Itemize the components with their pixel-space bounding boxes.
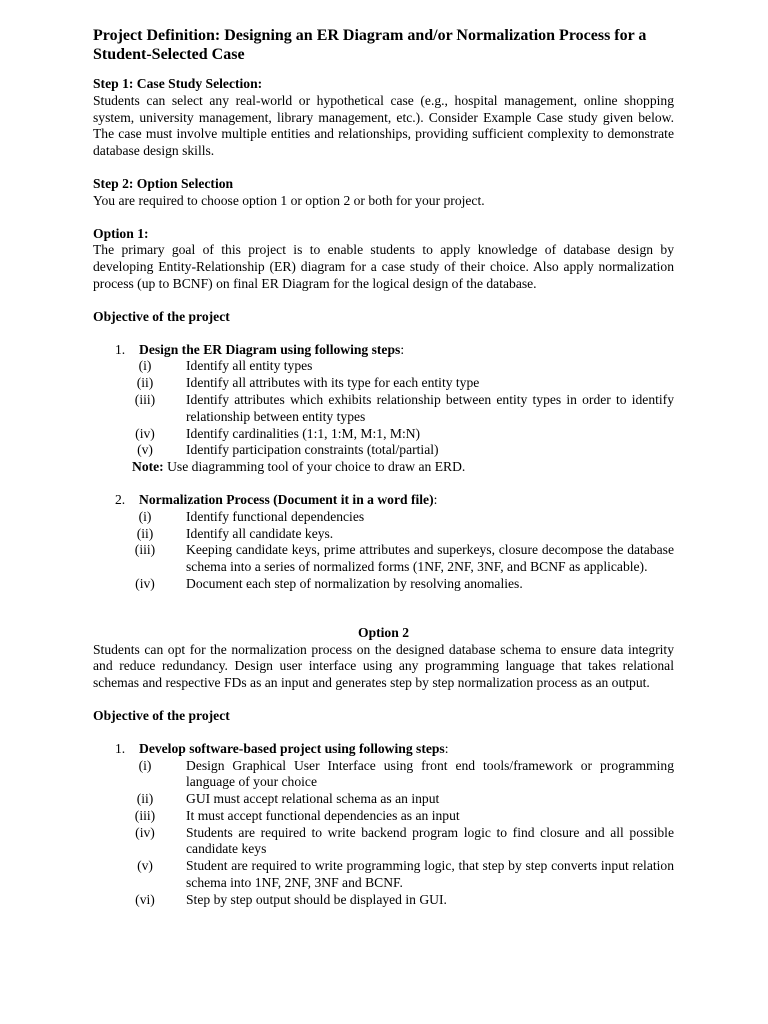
roman-numeral: (i): [138, 757, 152, 773]
roman-numeral: (iii): [134, 542, 156, 558]
sub-item: [93, 825, 674, 859]
sub-item: [93, 375, 674, 392]
roman-numeral: (iv): [135, 575, 155, 591]
sub-item-text: Step by step output should be displayed in GUI.: [186, 891, 447, 907]
list-item-suffix: :: [444, 740, 449, 756]
sub-item: [93, 892, 674, 909]
list-item-label: Normalization Process (Document it in a word file): [139, 491, 434, 507]
roman-numeral: (v): [137, 442, 153, 458]
option1-list-item-1: [93, 342, 674, 359]
list-item-label: Design the ER Diagram using following steps: [139, 341, 401, 357]
roman-numeral: (iv): [135, 824, 155, 840]
sub-item: [93, 426, 674, 443]
note-label: Note:: [132, 459, 164, 475]
sub-item-text: Identify cardinalities (1:1, 1:M, M:1, M:N): [186, 425, 421, 441]
step2-paragraph: You are required to choose option 1 or option 2 or both for your project.: [93, 192, 485, 208]
sub-item: [93, 509, 674, 526]
list-item-label: Develop software-based project using following steps: [139, 740, 445, 756]
sub-item-text: GUI must accept relational schema as an input: [186, 791, 440, 807]
list-number: 1.: [115, 740, 126, 756]
sub-item-text: Identify participation constraints (total/partial): [186, 442, 439, 458]
option1-paragraph: The primary goal of this project is to enable students to apply knowledge of database design by developing Entity-Relationship (ER) diagram for a case study of their choice. Also apply normalization process (up to BCNF) on final ER Diagram for the logical design of the database.: [93, 242, 674, 291]
sub-item: [93, 808, 674, 825]
option1-heading: Option 1:: [93, 225, 149, 241]
sub-item-text: Identify all candidate keys.: [186, 525, 334, 541]
option2-objective-heading: Objective of the project: [93, 707, 230, 723]
step1-heading: Step 1: Case Study Selection:: [93, 76, 263, 91]
sub-item-text: Keeping candidate keys, prime attributes and superkeys, closure decompose the database schema into a series of normalized forms (1NF, 2NF, 3NF, and BCNF as applicable).: [186, 542, 674, 575]
sub-item: [93, 576, 674, 593]
roman-numeral: (iii): [134, 391, 156, 407]
sub-item-text: It must accept functional dependencies as an input: [186, 807, 460, 823]
list-number: 2.: [115, 491, 126, 507]
sub-item: [93, 858, 674, 892]
sub-item-text: Identify all attributes with its type for each entity type: [186, 375, 480, 391]
sub-item: [93, 442, 674, 459]
sub-item: [93, 392, 674, 426]
roman-numeral: (iii): [134, 807, 156, 823]
step2-heading: Step 2: Option Selection: [93, 175, 234, 191]
note-text: Use diagramming tool of your choice to draw an ERD.: [163, 459, 466, 475]
sub-item: [93, 526, 674, 543]
roman-numeral: (iv): [135, 425, 155, 441]
roman-numeral: (vi): [135, 891, 155, 907]
roman-numeral: (ii): [136, 375, 154, 391]
sub-item: [93, 358, 674, 375]
sub-item-text: Design Graphical User Interface using front end tools/framework or programming language of your choice: [186, 757, 674, 790]
option1-objective-heading: Objective of the project: [93, 308, 230, 324]
roman-numeral: (v): [137, 858, 153, 874]
sub-item: [93, 758, 674, 792]
roman-numeral: (i): [138, 358, 152, 374]
sub-item: [93, 542, 674, 576]
sub-item-text: Identify all entity types: [186, 358, 313, 374]
roman-numeral: (i): [138, 508, 152, 524]
list-item-suffix: :: [433, 491, 438, 507]
option2-list-item-1: [93, 741, 674, 758]
sub-item-text: Document each step of normalization by resolving anomalies.: [186, 575, 523, 591]
sub-item-text: Students are required to write backend program logic to find closure and all possible candidate keys: [186, 824, 674, 857]
option2-heading: Option 2: [358, 624, 409, 640]
step1-paragraph: Students can select any real-world or hypothetical case (e.g., hospital management, online shopping system, university management, library management, etc.). Consider Example Case study given below. The case must involve multiple entities and relationships, providing sufficient complexity to demonstrate database design skills.: [93, 92, 674, 159]
list-number: 1.: [115, 341, 126, 357]
sub-item-text: Identify attributes which exhibits relationship between entity types in order to identify relationship between entity types: [186, 391, 674, 424]
list-item-suffix: :: [400, 341, 405, 357]
note-line: [93, 459, 674, 476]
roman-numeral: (ii): [136, 525, 154, 541]
option2-paragraph: Students can opt for the normalization process on the designed database schema to ensure data integrity and reduce redundancy. Design user interface using any programming language that takes relational schemas and respective FDs as an input and generates step by step normalization process as an output.: [93, 641, 674, 691]
sub-item-text: Student are required to write programming logic, that step by step converts input relation schema into 1NF, 2NF, 3NF and BCNF.: [186, 858, 674, 891]
roman-numeral: (ii): [136, 791, 154, 807]
sub-item-text: Identify functional dependencies: [186, 508, 365, 524]
document-page: [93, 26, 674, 909]
option1-list-item-2: [93, 492, 674, 509]
document-title: Project Definition: Designing an ER Diagram and/or Normalization Process for a Student-Selected Case: [93, 27, 647, 63]
sub-item: [93, 791, 674, 808]
